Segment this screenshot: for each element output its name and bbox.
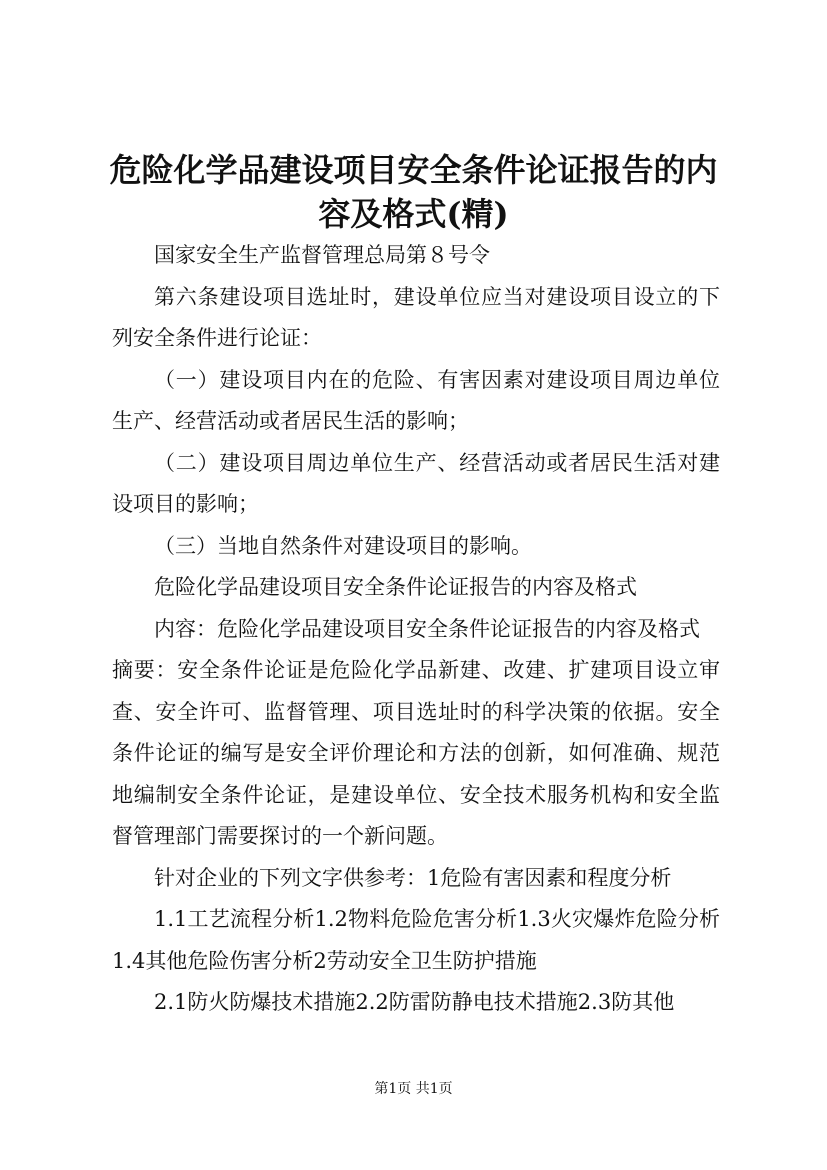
paragraph: 1.1工艺流程分析1.2物料危险危害分析1.3火灾爆炸危险分析1.4其他危险伤害分析2劳动安全卫生防护措施 (112, 907, 720, 973)
paragraph: （三）当地自然条件对建设项目的影响。 (154, 533, 532, 558)
paragraph: 第六条建设项目选址时，建设单位应当对建设项目设立的下列安全条件进行论证： (112, 284, 720, 350)
document-title: 危险化学品建设项目安全条件论证报告的内容及格式(精) (109, 151, 718, 233)
page-number: 第1页 共1页 (374, 1081, 453, 1097)
paragraph: 针对企业的下列文字供参考：1危险有害因素和程度分析 (154, 865, 672, 890)
paragraph: 国家安全生产监督管理总局第８号令 (154, 243, 490, 267)
paragraph: 2.1防火防爆技术措施2.2防雷防静电技术措施2.3防其他 (154, 990, 675, 1014)
paragraph: 内容：危险化学品建设项目安全条件论证报告的内容及格式 (154, 616, 700, 641)
document-body (112, 235, 720, 1024)
paragraph: 危险化学品建设项目安全条件论证报告的内容及格式 (154, 575, 637, 599)
paragraph: （二）建设项目周边单位生产、经营活动或者居民生活对建设项目的影响； (112, 450, 720, 516)
paragraph: 摘要：安全条件论证是危险化学品新建、改建、扩建项目设立审查、安全许可、监督管理、项目选址时的科学决策的依据。安全条件论证的编写是安全评价理论和方法的创新，如何准确、规范地编制安全条件论证，是建设单位、安全技术服务机构和安全监督管理部门需要探讨的一个新问题。 (112, 658, 720, 848)
paragraph: （一）建设项目内在的危险、有害因素对建设项目周边单位生产、经营活动或者居民生活的影响； (112, 367, 720, 433)
